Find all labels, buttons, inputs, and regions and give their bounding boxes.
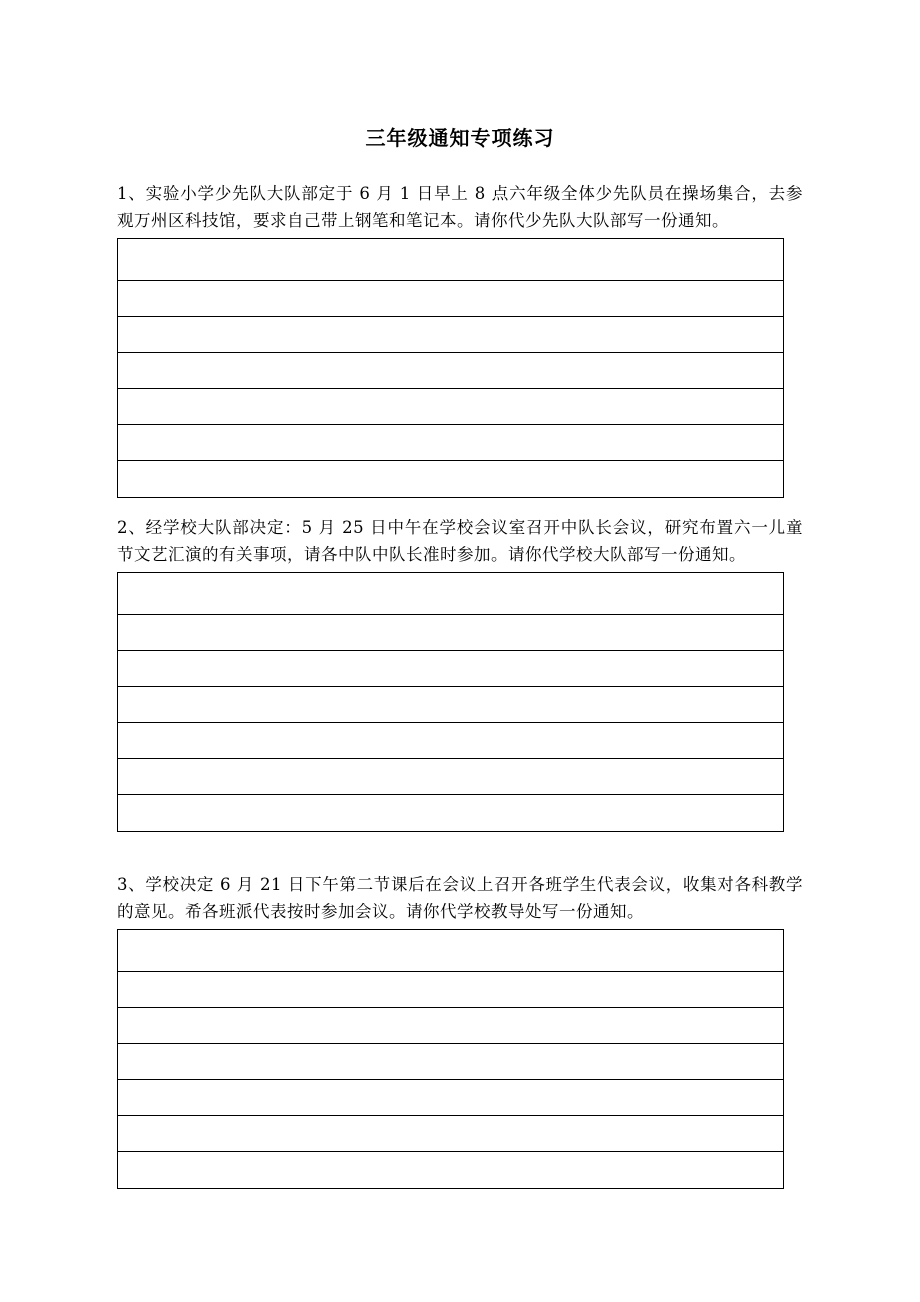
answer-line[interactable] (118, 573, 783, 615)
answer-line[interactable] (118, 651, 783, 687)
answer-line[interactable] (118, 1080, 783, 1116)
answer-line[interactable] (118, 1116, 783, 1152)
answer-line[interactable] (118, 281, 783, 317)
question-3 (117, 871, 803, 1189)
question-text: 2、经学校大队部决定：5 月 25 日中午在学校会议室召开中队长会议，研究布置六一儿童节文艺汇演的有关事项，请各中队中队长准时参加。请你代学校大队部写一份通知。 (117, 518, 803, 564)
answer-line[interactable] (118, 972, 783, 1008)
answer-box[interactable] (117, 238, 784, 498)
answer-line[interactable] (118, 461, 783, 497)
answer-line[interactable] (118, 239, 783, 281)
answer-line[interactable] (118, 759, 783, 795)
answer-line[interactable] (118, 1044, 783, 1080)
page-title: 三年级通知专项练习 (365, 126, 555, 150)
question-text: 1、实验小学少先队大队部定于 6 月 1 日早上 8 点六年级全体少先队员在操场集合，去参观万州区科技馆，要求自己带上钢笔和笔记本。请你代少先队大队部写一份通知。 (117, 184, 803, 230)
answer-line[interactable] (118, 425, 783, 461)
answer-line[interactable] (118, 615, 783, 651)
question-2 (117, 514, 803, 832)
answer-line[interactable] (118, 1152, 783, 1188)
answer-line[interactable] (118, 795, 783, 831)
answer-line[interactable] (118, 687, 783, 723)
question-text: 3、学校决定 6 月 21 日下午第二节课后在会议上召开各班学生代表会议，收集对各科教学的意见。希各班派代表按时参加会议。请你代学校教导处写一份通知。 (117, 875, 803, 921)
answer-line[interactable] (118, 1008, 783, 1044)
answer-line[interactable] (118, 317, 783, 353)
answer-box[interactable] (117, 572, 784, 832)
answer-line[interactable] (118, 723, 783, 759)
answer-box[interactable] (117, 929, 784, 1189)
answer-line[interactable] (118, 389, 783, 425)
answer-line[interactable] (118, 930, 783, 972)
question-1 (117, 180, 803, 498)
answer-line[interactable] (118, 353, 783, 389)
